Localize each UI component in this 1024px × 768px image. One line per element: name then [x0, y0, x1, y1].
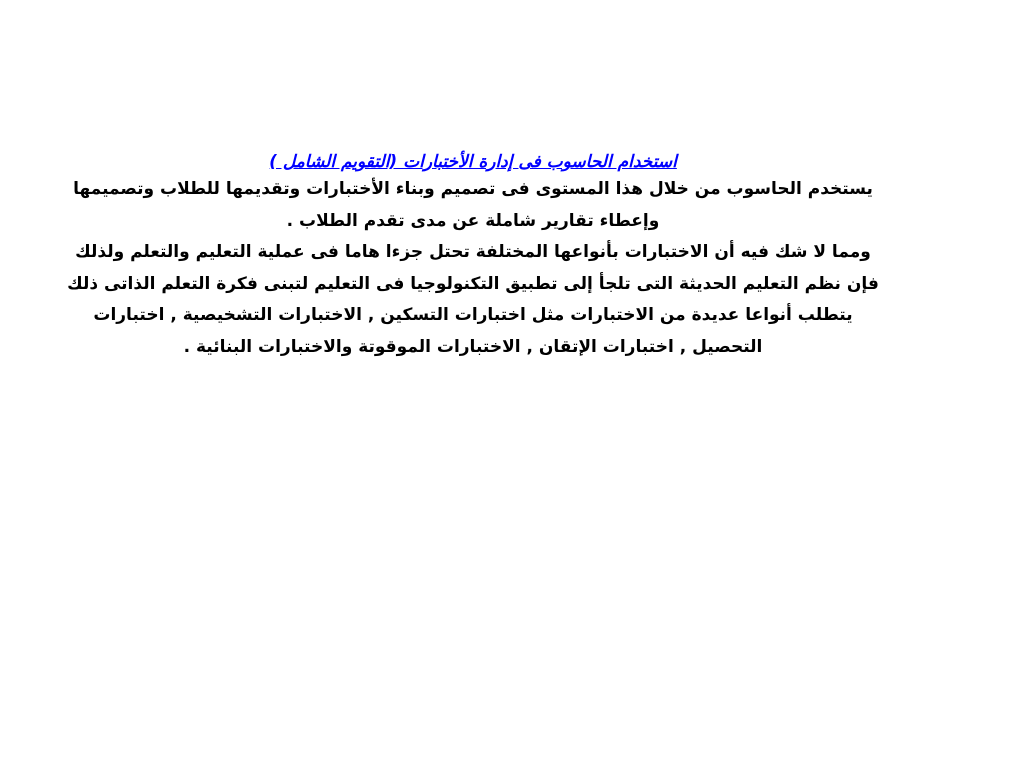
slide-title: استخدام الحاسوب فى إدارة الأختبارات (التقويم الشامل ) [269, 152, 677, 172]
paragraph-intro: يستخدم الحاسوب من خلال هذا المستوى فى تصميم وبناء الأختبارات وتقديمها للطلاب وتصميمها وإعطاء تقارير شاملة عن مدى تقدم الطلاب . [73, 179, 873, 231]
slide-content [62, 150, 884, 363]
paragraph-body: ومما لا شك فيه أن الاختبارات بأنواعها المختلفة تحتل جزءا هاما فى عملية التعليم والتعلم ولذلك فإن نظم التعليم الحديثة التى تلجأ إلى تطبيق التكنولوجيا فى التعليم لتبنى فكرة التعلم الذاتى ذلك يتطلب أنواعا عديدة من الاختبارات مثل اختبارات التسكين , الاختبارات التشخيصية , اختبارات التحصيل , اختبارات الإتقان , الاختبارات الموقوتة والاختبارات البنائية . [67, 242, 879, 357]
